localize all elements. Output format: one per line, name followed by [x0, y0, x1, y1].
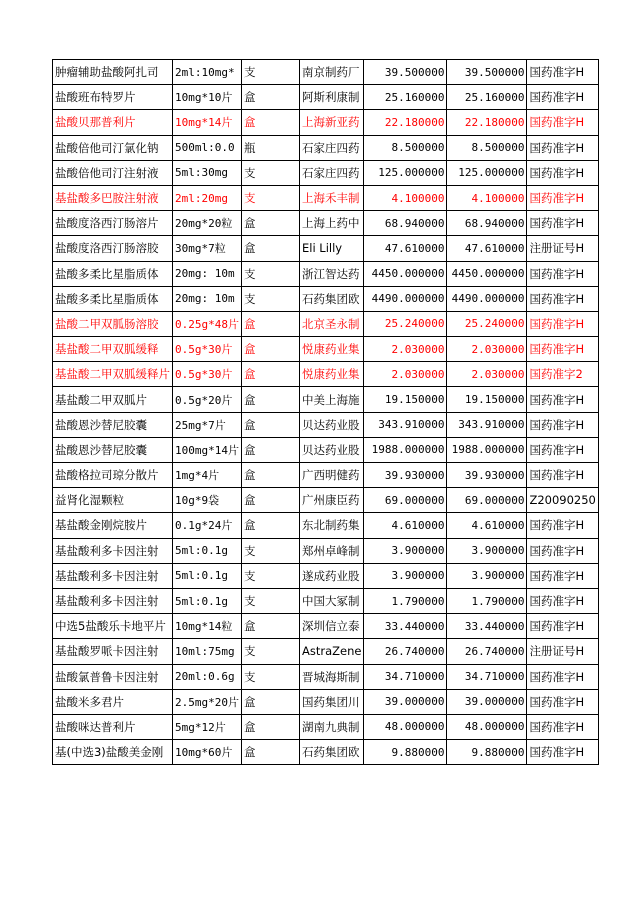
approval-number-cell: 国药准字H: [527, 60, 598, 85]
price-cell: 2.030000: [447, 337, 527, 362]
price-cell: 3.900000: [447, 563, 527, 588]
price-cell: 19.150000: [364, 387, 447, 412]
manufacturer-cell: 贝达药业股: [299, 412, 363, 437]
manufacturer-cell: 国药集团川: [299, 689, 363, 714]
price-cell: 69.000000: [364, 488, 447, 513]
spec-cell: 5mg*12片: [173, 714, 242, 739]
price-cell: 4490.000000: [447, 286, 527, 311]
approval-number-cell: 国药准字H: [527, 689, 598, 714]
spec-cell: 100mg*14片: [173, 437, 242, 462]
spec-cell: 2ml:20mg: [173, 185, 242, 210]
spec-cell: 5ml:0.1g: [173, 588, 242, 613]
spec-cell: 5ml:0.1g: [173, 538, 242, 563]
table-row: [53, 740, 599, 765]
manufacturer-cell: 南京制药厂: [299, 60, 363, 85]
price-cell: 39.000000: [364, 689, 447, 714]
spec-cell: 10ml:75mg: [173, 639, 242, 664]
approval-number-cell: 国药准字H: [527, 664, 598, 689]
manufacturer-cell: 北京圣永制: [299, 311, 363, 336]
spec-cell: 1mg*4片: [173, 463, 242, 488]
unit-cell: 盒: [241, 236, 299, 261]
drug-price-table: [52, 59, 599, 765]
unit-cell: 盒: [241, 488, 299, 513]
price-cell: 343.910000: [447, 412, 527, 437]
table-row: [53, 538, 599, 563]
drug-name-cell: 肿瘤辅助盐酸阿扎司: [53, 60, 173, 85]
spec-cell: 0.25g*48片: [173, 311, 242, 336]
manufacturer-cell: 贝达药业股: [299, 437, 363, 462]
price-cell: 4.610000: [447, 513, 527, 538]
approval-number-cell: Z20090250: [527, 488, 598, 513]
table-row: [53, 362, 599, 387]
price-cell: 48.000000: [447, 714, 527, 739]
price-cell: 48.000000: [364, 714, 447, 739]
spec-cell: 10mg*14粒: [173, 614, 242, 639]
manufacturer-cell: 石家庄四药: [299, 160, 363, 185]
manufacturer-cell: 上海新亚药: [299, 110, 363, 135]
spec-cell: 2.5mg*20片: [173, 689, 242, 714]
table-row: [53, 588, 599, 613]
table-row: [53, 60, 599, 85]
unit-cell: 盒: [241, 412, 299, 437]
drug-name-cell: 盐酸多柔比星脂质体: [53, 286, 173, 311]
approval-number-cell: 国药准字H: [527, 714, 598, 739]
table-row: [53, 412, 599, 437]
spec-cell: 0.5g*20片: [173, 387, 242, 412]
unit-cell: 盒: [241, 311, 299, 336]
approval-number-cell: 国药准字H: [527, 588, 598, 613]
price-cell: 19.150000: [447, 387, 527, 412]
price-cell: 2.030000: [447, 362, 527, 387]
approval-number-cell: 国药准字H: [527, 311, 598, 336]
spec-cell: 5ml:0.1g: [173, 563, 242, 588]
approval-number-cell: 国药准字H: [527, 85, 598, 110]
price-cell: 34.710000: [364, 664, 447, 689]
approval-number-cell: 国药准字H: [527, 740, 598, 765]
table-row: [53, 614, 599, 639]
unit-cell: 盒: [241, 463, 299, 488]
table-row: [53, 714, 599, 739]
price-cell: 39.500000: [447, 60, 527, 85]
drug-name-cell: 盐酸恩沙替尼胶囊: [53, 412, 173, 437]
manufacturer-cell: 深圳信立泰: [299, 614, 363, 639]
drug-name-cell: 基盐酸多巴胺注射液: [53, 185, 173, 210]
price-cell: 39.930000: [364, 463, 447, 488]
manufacturer-cell: 中美上海施: [299, 387, 363, 412]
table-row: [53, 488, 599, 513]
price-cell: 33.440000: [447, 614, 527, 639]
price-cell: 2.030000: [364, 337, 447, 362]
table-row: [53, 110, 599, 135]
table-body: [53, 60, 599, 765]
price-cell: 22.180000: [364, 110, 447, 135]
table-row: [53, 387, 599, 412]
manufacturer-cell: 石家庄四药: [299, 135, 363, 160]
price-cell: 3.900000: [364, 563, 447, 588]
spec-cell: 10mg*60片: [173, 740, 242, 765]
drug-name-cell: 基盐酸罗哌卡因注射: [53, 639, 173, 664]
price-cell: 1.790000: [364, 588, 447, 613]
price-cell: 39.000000: [447, 689, 527, 714]
table-row: [53, 85, 599, 110]
approval-number-cell: 国药准字H: [527, 160, 598, 185]
unit-cell: 盒: [241, 614, 299, 639]
approval-number-cell: 国药准字H: [527, 337, 598, 362]
unit-cell: 盒: [241, 362, 299, 387]
price-cell: 47.610000: [364, 236, 447, 261]
table-row: [53, 135, 599, 160]
table-row: [53, 437, 599, 462]
price-cell: 9.880000: [447, 740, 527, 765]
drug-name-cell: 基盐酸二甲双胍片: [53, 387, 173, 412]
manufacturer-cell: 广西明健药: [299, 463, 363, 488]
manufacturer-cell: AstraZene: [299, 639, 363, 664]
unit-cell: 盒: [241, 437, 299, 462]
manufacturer-cell: 石药集团欧: [299, 286, 363, 311]
drug-name-cell: 基盐酸金刚烷胺片: [53, 513, 173, 538]
manufacturer-cell: 晋城海斯制: [299, 664, 363, 689]
spec-cell: 0.5g*30片: [173, 337, 242, 362]
manufacturer-cell: Eli Lilly: [299, 236, 363, 261]
price-cell: 39.500000: [364, 60, 447, 85]
price-cell: 4.610000: [364, 513, 447, 538]
price-cell: 3.900000: [447, 538, 527, 563]
unit-cell: 支: [241, 286, 299, 311]
price-cell: 47.610000: [447, 236, 527, 261]
unit-cell: 支: [241, 588, 299, 613]
unit-cell: 支: [241, 538, 299, 563]
unit-cell: 支: [241, 563, 299, 588]
price-cell: 39.930000: [447, 463, 527, 488]
price-cell: 1.790000: [447, 588, 527, 613]
price-cell: 33.440000: [364, 614, 447, 639]
unit-cell: 瓶: [241, 135, 299, 160]
unit-cell: 盒: [241, 85, 299, 110]
drug-name-cell: 基盐酸利多卡因注射: [53, 538, 173, 563]
price-cell: 26.740000: [364, 639, 447, 664]
drug-name-cell: 盐酸度洛西汀肠溶胶: [53, 236, 173, 261]
spec-cell: 10mg*14片: [173, 110, 242, 135]
approval-number-cell: 国药准字H: [527, 185, 598, 210]
drug-name-cell: 基盐酸二甲双胍缓释片: [53, 362, 173, 387]
price-cell: 8.500000: [364, 135, 447, 160]
approval-number-cell: 国药准字H: [527, 261, 598, 286]
unit-cell: 支: [241, 664, 299, 689]
approval-number-cell: 国药准字H: [527, 387, 598, 412]
spec-cell: 30mg*7粒: [173, 236, 242, 261]
approval-number-cell: 国药准字H: [527, 412, 598, 437]
spec-cell: 0.5g*30片: [173, 362, 242, 387]
table-row: [53, 286, 599, 311]
table-row: [53, 563, 599, 588]
spec-cell: 20mg: 10m: [173, 286, 242, 311]
table-row: [53, 337, 599, 362]
price-cell: 4.100000: [364, 185, 447, 210]
approval-number-cell: 国药准字H: [527, 286, 598, 311]
manufacturer-cell: 悦康药业集: [299, 337, 363, 362]
price-cell: 8.500000: [447, 135, 527, 160]
table-row: [53, 689, 599, 714]
spec-cell: 0.1g*24片: [173, 513, 242, 538]
unit-cell: 支: [241, 160, 299, 185]
manufacturer-cell: 湖南九典制: [299, 714, 363, 739]
spec-cell: 20ml:0.6g: [173, 664, 242, 689]
approval-number-cell: 国药准字H: [527, 211, 598, 236]
table-row: [53, 261, 599, 286]
price-cell: 34.710000: [447, 664, 527, 689]
price-cell: 9.880000: [364, 740, 447, 765]
unit-cell: 支: [241, 639, 299, 664]
approval-number-cell: 国药准字H: [527, 463, 598, 488]
table-row: [53, 311, 599, 336]
drug-name-cell: 基(中选3)盐酸美金刚: [53, 740, 173, 765]
spec-cell: 2ml:10mg*: [173, 60, 242, 85]
approval-number-cell: 国药准字2: [527, 362, 598, 387]
drug-name-cell: 盐酸度洛西汀肠溶片: [53, 211, 173, 236]
manufacturer-cell: 遂成药业股: [299, 563, 363, 588]
drug-name-cell: 盐酸恩沙替尼胶囊: [53, 437, 173, 462]
manufacturer-cell: 中国大冢制: [299, 588, 363, 613]
price-cell: 69.000000: [447, 488, 527, 513]
spec-cell: 5ml:30mg: [173, 160, 242, 185]
manufacturer-cell: 东北制药集: [299, 513, 363, 538]
price-cell: 1988.000000: [364, 437, 447, 462]
manufacturer-cell: 郑州卓峰制: [299, 538, 363, 563]
manufacturer-cell: 石药集团欧: [299, 740, 363, 765]
spec-cell: 20mg*20粒: [173, 211, 242, 236]
price-cell: 4450.000000: [364, 261, 447, 286]
drug-name-cell: 盐酸格拉司琼分散片: [53, 463, 173, 488]
unit-cell: 盒: [241, 110, 299, 135]
drug-name-cell: 盐酸咪达普利片: [53, 714, 173, 739]
drug-name-cell: 基盐酸利多卡因注射: [53, 588, 173, 613]
unit-cell: 盒: [241, 740, 299, 765]
approval-number-cell: 国药准字H: [527, 437, 598, 462]
drug-name-cell: 盐酸倍他司汀氯化钠: [53, 135, 173, 160]
unit-cell: 盒: [241, 689, 299, 714]
manufacturer-cell: 悦康药业集: [299, 362, 363, 387]
approval-number-cell: 国药准字H: [527, 513, 598, 538]
price-cell: 125.000000: [447, 160, 527, 185]
drug-name-cell: 基盐酸利多卡因注射: [53, 563, 173, 588]
manufacturer-cell: 上海禾丰制: [299, 185, 363, 210]
table-row: [53, 664, 599, 689]
manufacturer-cell: 浙江智达药: [299, 261, 363, 286]
drug-name-cell: 盐酸氯普鲁卡因注射: [53, 664, 173, 689]
approval-number-cell: 注册证号H: [527, 236, 598, 261]
price-cell: 22.180000: [447, 110, 527, 135]
price-cell: 25.240000: [364, 311, 447, 336]
table-row: [53, 236, 599, 261]
unit-cell: 支: [241, 60, 299, 85]
price-cell: 25.160000: [447, 85, 527, 110]
unit-cell: 盒: [241, 211, 299, 236]
price-cell: 125.000000: [364, 160, 447, 185]
drug-name-cell: 基盐酸二甲双胍缓释: [53, 337, 173, 362]
spec-cell: 10g*9袋: [173, 488, 242, 513]
drug-name-cell: 盐酸班布特罗片: [53, 85, 173, 110]
table-row: [53, 211, 599, 236]
approval-number-cell: 国药准字H: [527, 563, 598, 588]
manufacturer-cell: 阿斯利康制: [299, 85, 363, 110]
price-cell: 68.940000: [364, 211, 447, 236]
table-row: [53, 160, 599, 185]
price-cell: 3.900000: [364, 538, 447, 563]
drug-name-cell: 盐酸二甲双胍肠溶胶: [53, 311, 173, 336]
spec-cell: 20mg: 10m: [173, 261, 242, 286]
table-row: [53, 185, 599, 210]
unit-cell: 盒: [241, 714, 299, 739]
drug-name-cell: 盐酸贝那普利片: [53, 110, 173, 135]
spec-cell: 25mg*7片: [173, 412, 242, 437]
table-row: [53, 513, 599, 538]
price-cell: 343.910000: [364, 412, 447, 437]
spec-cell: 500ml:0.0: [173, 135, 242, 160]
price-cell: 4490.000000: [364, 286, 447, 311]
spec-cell: 10mg*10片: [173, 85, 242, 110]
approval-number-cell: 国药准字H: [527, 614, 598, 639]
manufacturer-cell: 广州康臣药: [299, 488, 363, 513]
price-cell: 25.240000: [447, 311, 527, 336]
drug-name-cell: 益肾化湿颗粒: [53, 488, 173, 513]
price-cell: 25.160000: [364, 85, 447, 110]
unit-cell: 盒: [241, 337, 299, 362]
price-cell: 1988.000000: [447, 437, 527, 462]
drug-name-cell: 盐酸倍他司汀注射液: [53, 160, 173, 185]
unit-cell: 盒: [241, 513, 299, 538]
unit-cell: 支: [241, 261, 299, 286]
approval-number-cell: 国药准字H: [527, 538, 598, 563]
unit-cell: 盒: [241, 387, 299, 412]
price-cell: 4.100000: [447, 185, 527, 210]
manufacturer-cell: 上海上药中: [299, 211, 363, 236]
drug-name-cell: 盐酸米多君片: [53, 689, 173, 714]
unit-cell: 支: [241, 185, 299, 210]
table-row: [53, 463, 599, 488]
approval-number-cell: 注册证号H: [527, 639, 598, 664]
drug-name-cell: 盐酸多柔比星脂质体: [53, 261, 173, 286]
price-cell: 4450.000000: [447, 261, 527, 286]
approval-number-cell: 国药准字H: [527, 110, 598, 135]
drug-name-cell: 中选5盐酸乐卡地平片: [53, 614, 173, 639]
table-row: [53, 639, 599, 664]
price-cell: 2.030000: [364, 362, 447, 387]
price-cell: 68.940000: [447, 211, 527, 236]
approval-number-cell: 国药准字H: [527, 135, 598, 160]
price-cell: 26.740000: [447, 639, 527, 664]
